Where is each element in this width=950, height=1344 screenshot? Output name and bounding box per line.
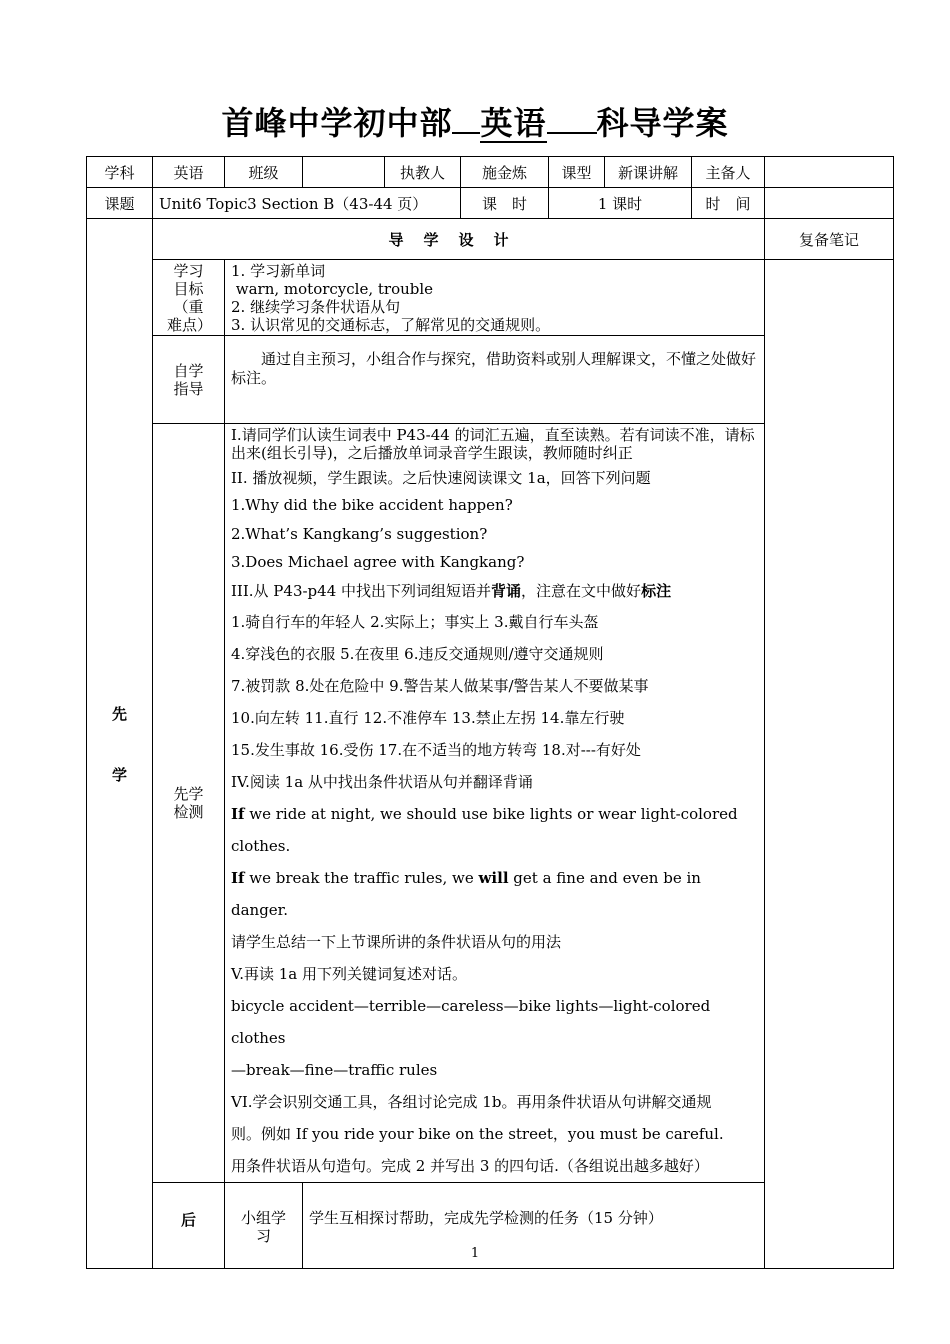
check-line: VI.学会识别交通工具，各组讨论完成 1b。再用条件状语从句讲解交通规 [231,1093,712,1111]
title-subject: 英语 [480,104,547,142]
teacher-label: 执教人 [385,157,461,188]
topic-label: 课题 [87,188,153,219]
objectives-content [225,260,765,336]
page-title [0,98,950,144]
sentence-text: we break the traffic rules, we [244,869,479,887]
check-text: ，注意在文中做好 [521,582,642,600]
title-blank-right [547,132,597,134]
check-label: 先学检测 [153,424,225,1183]
class-value [303,157,385,188]
check-bold: 标注 [641,582,672,600]
periods-value: 1 课时 [549,188,692,219]
page-number: 1 [470,1246,480,1261]
section-after: 后 [153,1183,225,1269]
phrase-line: 4.穿浅色的衣服 5.在夜里 6.违反交通规则/遵守交通规则 [231,645,604,663]
phrase-line: 10.向左转 11.直行 12.不准停车 13.禁止左拐 14.靠左行驶 [231,709,625,727]
check-line: 请学生总结一下上节课所讲的条件状语从句的用法 [231,933,562,951]
lesson-plan-table [86,156,894,1269]
check-line: I.请同学们认读生词表中 P43-44 的词汇五遍，直至读熟。若有词读不准，请标出来(组长引导)，之后播放单词录音学生跟读，教师随时纠正 [231,426,755,462]
periods-label: 课 时 [461,188,549,219]
example-sentence [231,798,758,862]
subject-label: 学科 [87,157,153,188]
group-label: 小组学习 [225,1183,303,1269]
title-prefix: 首峰中学初中部 [221,104,453,142]
time-label: 时 间 [692,188,765,219]
phrase-line: 1.骑自行车的年轻人 2.实际上；事实上 3.戴自行车头盔 [231,613,599,631]
keyword-line: —break—fine—traffic rules [231,1061,438,1079]
notes-column [765,260,894,1269]
self-study-text: 通过自主预习，小组合作与探究，借助资料或别人理解课文，不懂之处做好标注。 [225,336,765,424]
objective-line: 2. 继续学习条件状语从句 [231,298,401,316]
check-content [225,424,765,1183]
group-text: 学生互相探讨帮助，完成先学检测的任务（15 分钟） [303,1183,894,1269]
check-bold: 背诵 [491,582,522,600]
objectives-label: 学习目标（重难点） [153,260,225,336]
keyword-line: bicycle accident—terrible—careless—bike lights—light-colored clothes [231,997,711,1047]
phrase-line: 15.发生事故 16.受伤 17.在不适当的地方转弯 18.对---有好处 [231,741,641,759]
section-first-char: 先 [111,704,127,723]
sentence-text: get a fine and even be in danger. [231,869,701,919]
title-suffix: 科导学案 [596,104,729,142]
if-word: If [231,869,245,887]
check-text: III.从 P43-p44 中找出下列词组短语并 [231,582,492,600]
check-line: 用条件状语从句造句。完成 2 并写出 3 的四句话.（各组说出越多越好） [231,1157,709,1175]
will-word: will [478,869,509,887]
type-value: 新课讲解 [605,157,692,188]
check-line: II. 播放视频，学生跟读。之后快速阅读课文 1a，回答下列问题 [231,469,651,487]
check-line: 则。例如 If you ride your bike on the street，you must be careful. [231,1125,724,1143]
notes-heading: 复备笔记 [765,219,894,260]
check-question: 1.Why did the bike accident happen? [231,496,513,514]
check-question: 2.What’s Kangkang’s suggestion? [231,525,488,543]
objective-line: warn, motorcycle, trouble [231,280,434,298]
section-second-char: 学 [111,765,127,784]
check-line: IV.阅读 1a 从中找出条件状语从句并翻译背诵 [231,773,533,791]
design-heading: 导学设计 [153,219,765,260]
check-line: V.再读 1a 用下列关键词复述对话。 [231,965,468,983]
subject-value: 英语 [153,157,225,188]
if-word: If [231,805,245,823]
preparer-label: 主备人 [692,157,765,188]
section-first-study [87,219,153,1269]
phrase-line: 7.被罚款 8.处在危险中 9.警告某人做某事/警告某人不要做某事 [231,677,649,695]
objective-line: 1. 学习新单词 [231,262,326,280]
example-sentence [231,862,758,926]
preparer-value [765,157,894,188]
time-value [765,188,894,219]
teacher-value: 施金炼 [461,157,549,188]
sentence-text: we ride at night, we should use bike lights or wear light-colored clothes. [231,805,738,855]
check-line [231,576,758,606]
title-blank-left [452,132,480,134]
check-question: 3.Does Michael agree with Kangkang? [231,553,525,571]
self-study-label: 自学指导 [153,336,225,424]
topic-value: Unit6 Topic3 Section B（43-44 页） [153,188,461,219]
objective-line: 3. 认识常见的交通标志，了解常见的交通规则。 [231,316,551,334]
class-label: 班级 [225,157,303,188]
type-label: 课型 [549,157,605,188]
